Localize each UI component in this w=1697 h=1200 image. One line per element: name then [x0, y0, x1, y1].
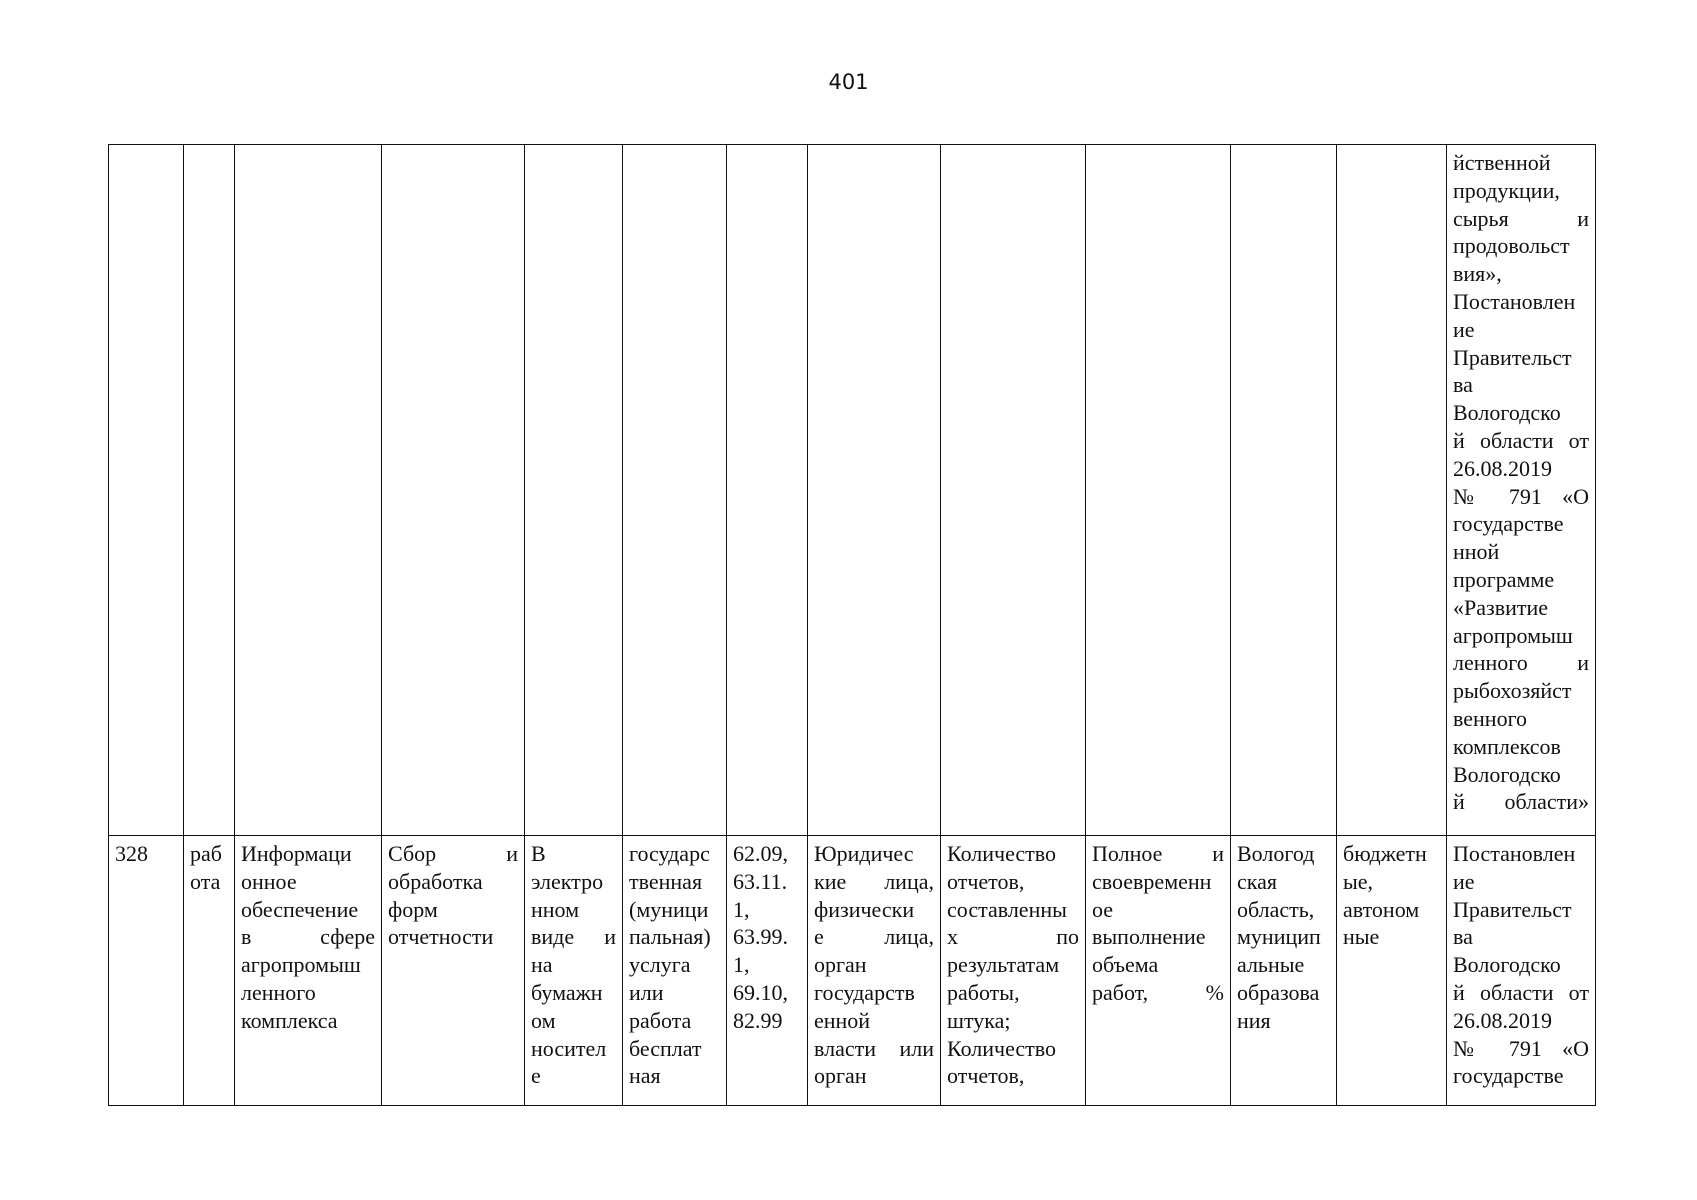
table-cell [727, 145, 808, 836]
name-cell: Информаци онное обеспечение в сфере агропромыш ленного комплекса [235, 836, 382, 1106]
table-cell [1337, 145, 1447, 836]
table-cell [525, 145, 623, 836]
quality-indicator-cell: Полное и своевременн ое выполнение объема работ, % [1086, 836, 1231, 1106]
table-cell [623, 145, 727, 836]
service-type-cell: государс твенная (муници пальная) услуга или работа бесплат ная [623, 836, 727, 1106]
volume-indicator-cell: Количество отчетов, составленны х по результатам работы, штука; Количество отчетов, [941, 836, 1086, 1106]
table-row-continued [109, 145, 1596, 836]
table-cell [109, 145, 184, 836]
table-cell [235, 145, 382, 836]
table-cell [184, 145, 235, 836]
page-number: 401 [828, 70, 869, 94]
table-row-328 [109, 836, 1596, 1106]
territory-cell: Вологод ская область, муницип альные образова ния [1231, 836, 1337, 1106]
consumers-cell: Юридичес кие лица, физически е лица, орган государств енной власти или орган [808, 836, 941, 1106]
registry-table [108, 144, 1596, 1106]
legal-basis-cell: Постановлен ие Правительст ва Вологодско й области от 26.08.2019 № 791 «О государстве [1447, 836, 1596, 1106]
institution-type-cell: бюджетн ые, автоном ные [1337, 836, 1447, 1106]
okved-cell: 62.09, 63.11. 1, 63.99. 1, 69.10, 82.99 [727, 836, 808, 1106]
row-number-cell: 328 [109, 836, 184, 1106]
legal-basis-cell: йственной продукции, сырья и продовольст вия», Постановлен ие Правительст ва Вологодско й области от 26.08.2019 № 791 «О государстве нной программе «Развитие агропромыш ленного и рыбохозяйст венного комплексов Вологодско й области» [1447, 145, 1596, 836]
form-cell: В электро нном виде и на бумажн ом носител е [525, 836, 623, 1106]
content-cell: Сбор и обработка форм отчетности [382, 836, 525, 1106]
table-cell [941, 145, 1086, 836]
table-cell [1086, 145, 1231, 836]
table-cell [808, 145, 941, 836]
table-cell [382, 145, 525, 836]
type-cell: раб ота [184, 836, 235, 1106]
table-cell [1231, 145, 1337, 836]
